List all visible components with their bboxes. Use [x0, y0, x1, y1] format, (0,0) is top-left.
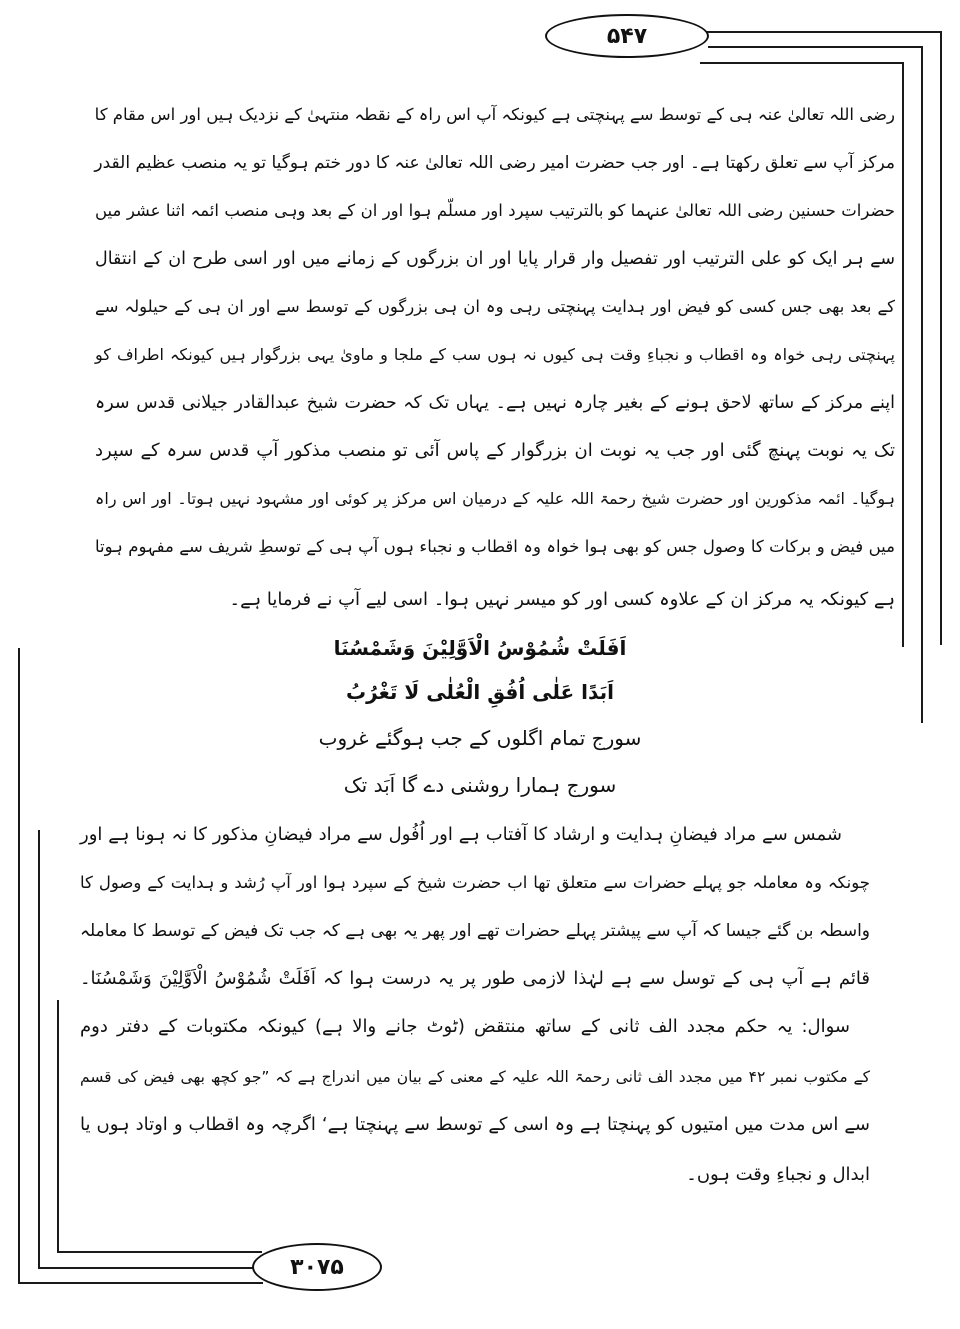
text-line: حضرات حسنین رضی اللہ تعالیٰ عنہما کو بالترتیب سپرد اور مسلّم ہوا اور ان کے بعد وہی منصب ائمہ اثنا عشر میں — [95, 201, 895, 220]
arabic-verse-line: اَبَدًا عَلٰی اُفُقِ الْعُلٰی لَا تَغْرُبُ — [346, 680, 614, 704]
frame-line — [57, 1251, 262, 1253]
text-line: ابدال و نجباءِ وقت ہوں۔ — [686, 1164, 870, 1185]
frame-line — [57, 1000, 59, 1252]
page-number-top: ۵۴۷ — [545, 14, 709, 58]
frame-line — [38, 1267, 258, 1269]
page-number-bottom: ۳۰۷۵ — [252, 1243, 382, 1291]
frame-line — [940, 31, 942, 645]
frame-line — [902, 62, 904, 647]
text-line: کے بعد بھی جس کسی کو فیض اور ہدایت پہنچتی رہی وہ ان ہی بزرگوں کے توسط سے اور ان ہی کے حیلولہ سے — [95, 297, 895, 316]
urdu-verse-line: سورج ہمارا روشنی دے گا اَبَد تک — [343, 773, 617, 797]
urdu-verse-line: سورج تمام اگلوں کے جب ہوگئے غروب — [318, 726, 642, 750]
text-line: واسطہ بن گئے جیسا کہ آپ سے پیشتر پہلے حضرات تھے اور پھر یہ بھی ہے کہ جب تک فیض کے توسط کا معاملہ — [80, 921, 870, 941]
text-line: سے ہر ایک کو علی الترتیب اور تفصیل وار قرار پایا اور ان بزرگوں کے زمانے میں اور اسی طرح ان کے انتقال — [95, 249, 895, 269]
text-line: تک یہ نوبت پہنچ گئی اور جب یہ نوبت ان بزرگوار کے پاس آئی تو منصب مذکور آپ قدس سرہ کے سپرد — [95, 440, 895, 461]
text-line: کے مکتوب نمبر ۴۲ میں مجدد الف ثانی رحمۃ اللہ علیہ کے معنی کے بیان میں اندراج ہے کہ ”جو کچھ بھی فیض کی قسم — [80, 1068, 870, 1086]
question-line: سوال: یہ حکم مجدد الف ثانی کے ساتھ منتقض (ٹوٹ جانے والا ہے) کیونکہ مکتوبات کے دفتر دوم — [80, 1016, 850, 1037]
frame-line — [38, 830, 40, 1267]
text-line: شمس سے مراد فیضانِ ہدایت و ارشاد کا آفتاب ہے اور اُفُول سے مراد فیضانِ مذکور کا نہ ہونا ہے اور — [80, 824, 842, 845]
text-line: سے اس مدت میں امتیوں کو پہنچتا ہے وہ اسی کے توسط سے پہنچتا ہے‘ اگرچہ وہ اقطاب و اوتاد ہوں یا — [80, 1114, 870, 1135]
frame-line — [921, 46, 923, 723]
text-line: چونکہ وہ معاملہ جو پہلے حضرات سے متعلق تھا اب حضرت شیخ کے سپرد ہوا اور آپ رُشد و ہدایت کے وصول کا — [80, 873, 870, 892]
text-line: مرکز آپ سے تعلق رکھتا ہے۔ اور جب حضرت امیر رضی اللہ تعالیٰ عنہ کا دور ختم ہوگیا تو یہ منصب عظیم القدر — [94, 153, 895, 173]
text-line: ہے کیونکہ یہ مرکز ان کے علاوہ کسی اور کو میسر نہیں ہوا۔ اسی لیے آپ نے فرمایا ہے۔ — [229, 589, 895, 610]
frame-line — [18, 648, 20, 1284]
text-line: میں فیض و برکات کا وصول جس کو بھی ہوا خواہ وہ اقطاب و نجباء ہوں آپ ہی کے توسطِ شریف سے مفہوم ہوتا — [95, 537, 895, 556]
text-line: پہنچتی رہی خواہ وہ اقطاب و نجباءِ وقت ہی کیوں نہ ہوں سب کے ملجا و ماویٰ یہی بزرگوار ہیں کیونکہ اطراف کو — [95, 345, 895, 364]
text-line: ہوگیا۔ ائمہ مذکورین اور حضرت شیخ رحمۃ اللہ علیہ کے درمیان اس مرکز پر کوئی اور مشہود نہیں ہوتا۔ اور اس راہ — [95, 489, 895, 508]
arabic-verse-line: اَفَلَتْ شُمُوْسُ الْاَوَّلِیْنَ وَشَمْسُنَا — [333, 636, 627, 660]
bottom-paragraph — [80, 0, 870, 1240]
text-line: رضی اللہ تعالیٰ عنہ ہی کے توسط سے پہنچتی ہے کیونکہ آپ اس راہ کے نقطہ منتہیٰ کے نزدیک ہیں اور اس مقام کا — [94, 105, 895, 124]
text-line: قائم ہے آپ ہی کے توسل سے ہے لہٰذا لازمی طور پر یہ درست ہوا کہ اَفَلَتْ شُمُوْسُ الْاَوَّلِیْنَ وَشَمْسُنَا۔ — [80, 968, 870, 989]
frame-line — [18, 1282, 263, 1284]
text-line: اپنے مرکز کے ساتھ لاحق ہونے کے بغیر چارہ نہیں ہے۔ یہاں تک کہ حضرت شیخ عبدالقادر جیلانی قدس سرہ — [95, 393, 895, 413]
